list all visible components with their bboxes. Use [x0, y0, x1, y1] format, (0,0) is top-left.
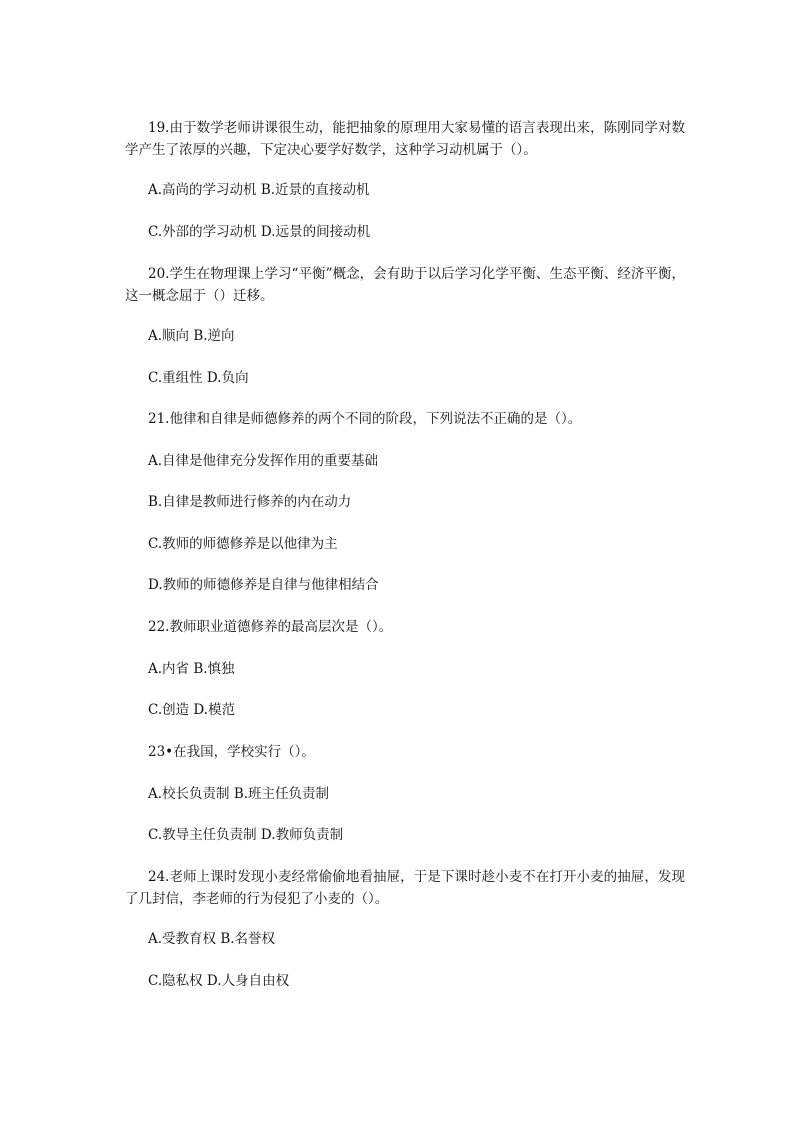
question-24-option-ab: A.受教育权 B.名誉权	[148, 931, 276, 947]
question-22-stem: 22.教师职业道德修养的最高层次是（）。	[148, 619, 393, 635]
question-19-stem: 19.由于数学老师讲课很生动，能把抽象的原理用大家易懂的语言表现出来，陈刚同学对数学产生了浓厚的兴趣，下定决心要学好数学，这种学习动机属于（）。	[125, 120, 685, 158]
question-23-stem: 23•在我国，学校实行（）。	[148, 744, 315, 760]
question-21-option-a: A.自律是他律充分发挥作用的重要基础	[148, 453, 379, 469]
question-24-stem: 24.老师上课时发现小麦经常偷偷地看抽屉，于是下课时趁小麦不在打开小麦的抽屉，发现了几封信，李老师的行为侵犯了小麦的（）。	[125, 869, 685, 907]
question-23-option-ab: A.校长负责制 B.班主任负责制	[148, 786, 330, 802]
question-20-option-cd: C.重组性 D.负向	[148, 370, 249, 386]
question-19-option-cd: C.外部的学习动机 D.远景的间接动机	[148, 224, 371, 240]
question-22-option-cd: C.创造 D.模范	[148, 702, 236, 718]
question-21-option-b: B.自律是教师进行修养的内在动力	[148, 494, 352, 510]
question-21-stem: 21.他律和自律是师德修养的两个不同的阶段，下列说法不正确的是（）。	[148, 411, 582, 427]
question-23-option-cd: C.教导主任负责制 D.教师负责制	[148, 827, 344, 843]
question-24-option-cd: C.隐私权 D.人身自由权	[148, 973, 290, 989]
question-20-option-ab: A.顺向 B.逆向	[148, 328, 235, 344]
question-21-option-c: C.教师的师德修养是以他律为主	[148, 536, 338, 552]
question-22-option-ab: A.内省 B.慎独	[148, 661, 235, 677]
question-19-option-ab: A.高尚的学习动机 B.近景的直接动机	[148, 182, 370, 198]
question-20-stem: 20.学生在物理课上学习“平衡”概念，会有助于以后学习化学平衡、生态平衡、经济平衡，这一概念屈于（）迁移。	[125, 266, 685, 304]
question-21-option-d: D.教师的师德修养是自律与他律相结合	[148, 577, 379, 593]
